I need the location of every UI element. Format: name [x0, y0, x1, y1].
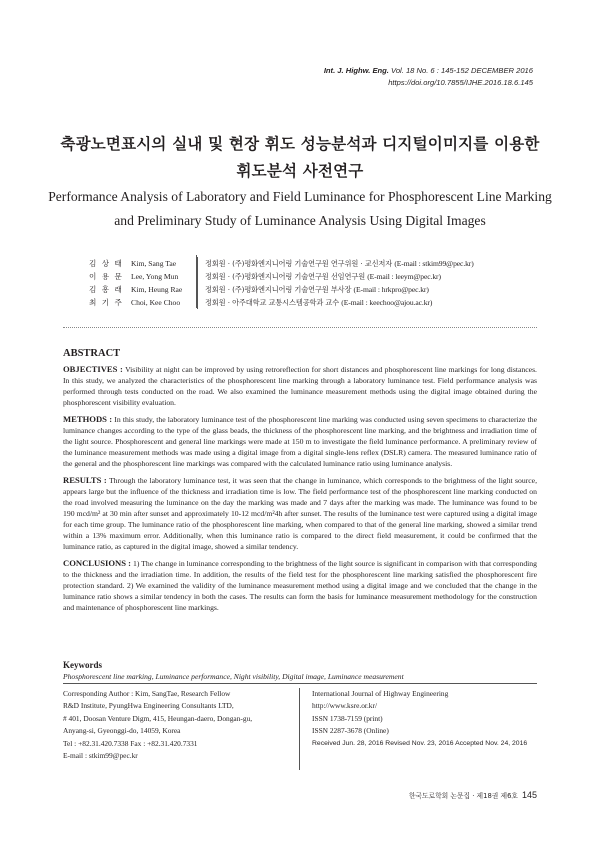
- english-title: [0, 185, 600, 233]
- section-label: CONCLUSIONS :: [63, 558, 132, 568]
- author-list: [89, 257, 474, 309]
- author-row: [89, 270, 474, 283]
- english-title-line-1: Performance Analysis of Laboratory and Field Luminance for Phosphorescent Line Marking: [48, 189, 552, 204]
- footer-rule: [63, 683, 537, 684]
- results-section: [63, 475, 537, 552]
- author-email[interactable]: (E-mail : keechoo@ajou.ac.kr): [341, 298, 433, 307]
- dotted-divider: [63, 327, 537, 328]
- affiliation-text: 정회원 · (주)평화엔지니어링 기술연구원 부사장: [205, 285, 354, 294]
- journal-header: [324, 65, 533, 89]
- page-number: 145: [521, 790, 537, 800]
- keywords-heading: Keywords: [63, 660, 102, 670]
- section-text: Through the laboratory luminance test, it was seen that the change in luminance, which corresponds to the brightness of the light source, appears large but the influence of the thickness and irradiation time is low. The field performance test of the phosphorescent line marking conducted on the road involved measuring the luminance on the day the marking was made and 7 days after the marking was made. The luminance was found to be 190 mcd/m² at 30 min after sunset and approximately 10-12 mcd/m²4h after sunset. The results of the luminance test were captured using a digital image for each time group. The luminance ratio of the phosphorescent line marking, when compared to that of the general line marking, showed a similar trend within a 13% maximum error. Additionally, when this luminance ratio is compared to the direct field measurement, it could be confirmed that the luminance ratio, as captured in the digital image, showed a similar tendency.: [63, 476, 538, 551]
- author-line: Corresponding Author : Kim, SangTae, Research Fellow: [63, 689, 231, 698]
- keywords-text: Phosphorescent line marking, Luminance performance, Night visibility, Digital image, Luminance measurement: [63, 672, 404, 681]
- author-separator: [197, 270, 205, 283]
- submission-dates: Received Jun. 28, 2016 Revised Nov. 23, 2016 Accepted Nov. 24, 2016: [312, 739, 528, 747]
- author-row: [89, 257, 474, 270]
- author-email[interactable]: (E-mail : stkim99@pec.kr): [394, 259, 474, 268]
- footer-divider: [299, 688, 300, 770]
- page-footer: [409, 789, 537, 802]
- author-line: # 401, Doosan Venture Digm, 415, Heungan-daero, Dongan-gu,: [63, 713, 253, 723]
- section-text: 1) The change in luminance corresponding to the brightness of the light source is significant in comparison with that corresponding to the thickness and the irradiation time. In addition, the results of the field test for the phosphorescent line marking satisfied the phosphorescent fire protection standard. 2) We examined the validity of the luminance measurement method using a digital image and we concluded that the change in the luminance ratio shows a similar tendency in both the cases. The results can form the basis for luminance measurement methodology for the construction and maintenance of phosphorescent line markings.: [63, 559, 537, 612]
- running-journal-title: 한국도로학회 논문집 · 제18권 제6호: [408, 792, 518, 800]
- doi-link[interactable]: https://doi.org/10.7855/IJHE.2016.18.6.145: [388, 78, 533, 87]
- author-english-name: Choi, Kee Choo: [131, 298, 181, 307]
- author-row: [89, 296, 474, 309]
- korean-title: [0, 131, 600, 185]
- author-separator: [197, 296, 205, 309]
- author-affiliation: [205, 257, 474, 270]
- issn-online: ISSN 2287-3678 (Online): [312, 726, 389, 736]
- author-korean-name: 이 용 문: [89, 272, 124, 281]
- section-label: OBJECTIVES :: [63, 364, 123, 374]
- author-korean-name: 김 흥 래: [89, 285, 124, 294]
- author-line: R&D Institute, PyungHwa Engineering Consultants LTD,: [63, 701, 234, 711]
- conclusions-section: [63, 558, 537, 613]
- korean-title-line-1: 축광노면표시의 실내 및 현장 휘도 성능분석과 디지털이미지를 이용한: [60, 135, 540, 153]
- english-title-line-2: and Preliminary Study of Luminance Analysis Using Digital Images: [114, 213, 486, 228]
- citation-line: [324, 65, 533, 77]
- author-row: [89, 283, 474, 296]
- journal-info: [312, 688, 542, 750]
- affiliation-text: 정회원 · 아주대학교 교통시스템공학과 교수: [205, 298, 342, 307]
- journal-url[interactable]: http://www.ksre.or.kr/: [312, 701, 378, 711]
- section-label: METHODS :: [63, 414, 113, 424]
- author-email[interactable]: (E-mail : hrkpro@pec.kr): [353, 285, 429, 294]
- section-text: In this study, the laboratory luminance test of the phosphorescent line marking was conducted using seven specimens to characterize the luminance changes according to the type of the glass beads, the thickness of the phosphorescent line marking, and the brightness and irradiation time of the light source. Phosphorescent and general line markings were made at 150 m to investigate the field luminance performance. A preliminary review of the luminance measurement methods was made using a digital image from a digital single-lens reflex (DSLR) camera. The measured luminance ratio of the general and the phosphorescent line markings was compared with the calculated luminance ratio using luminance analysis.: [63, 415, 537, 468]
- author-email[interactable]: (E-mail : leeym@pec.kr): [367, 272, 441, 281]
- journal-name: International Journal of Highway Engineering: [312, 689, 449, 698]
- affiliation-text: 정회원 · (주)평화엔지니어링 기술연구원 연구위원 · 교신저자: [205, 259, 395, 268]
- affiliation-text: 정회원 · (주)평화엔지니어링 기술연구원 선임연구원: [205, 272, 368, 281]
- author-email-line[interactable]: E-mail : stkim99@pec.kr: [63, 751, 138, 761]
- author-english-name: Lee, Yong Mun: [131, 272, 179, 281]
- author-line: Tel : +82.31.420.7338 Fax : +82.31.420.7331: [63, 738, 198, 748]
- corresponding-author: [63, 688, 288, 762]
- author-affiliation: [205, 270, 441, 283]
- author-line: Anyang-si, Gyeonggi-do, 14059, Korea: [63, 726, 181, 736]
- objectives-section: [63, 364, 537, 408]
- author-affiliation: [205, 283, 429, 296]
- author-affiliation: [205, 296, 432, 309]
- author-english-name: Kim, Sang Tae: [131, 259, 177, 268]
- author-korean-name: 최 기 주: [89, 298, 124, 307]
- author-english-name: Kim, Heung Rae: [131, 285, 183, 294]
- author-separator: [197, 257, 205, 270]
- abstract-heading: ABSTRACT: [63, 348, 121, 359]
- author-separator: [197, 283, 205, 296]
- issn-print: ISSN 1738-7159 (print): [312, 713, 383, 723]
- volume-issue: Vol. 18 No. 6 : 145-152 DECEMBER 2016: [388, 66, 533, 75]
- author-korean-name: 김 상 태: [89, 259, 124, 268]
- keywords: [63, 659, 537, 682]
- abstract: [63, 347, 537, 619]
- section-text: Visibility at night can be improved by using retroreflection for short distances and phosphorescent line markings for long distances. In this study, we analyzed the characteristics of the phosphorescent line marking through a laboratory luminance test. Field performance analysis was performed through tests conducted on the road. We also examined the luminance measurement methods using the digital image obtained during the phosphorescent visibility evaluation.: [63, 365, 537, 407]
- journal-abbrev: Int. J. Highw. Eng.: [323, 66, 389, 75]
- section-label: RESULTS :: [63, 475, 107, 485]
- methods-section: [63, 414, 537, 469]
- korean-title-line-2: 휘도분석 사전연구: [236, 162, 364, 180]
